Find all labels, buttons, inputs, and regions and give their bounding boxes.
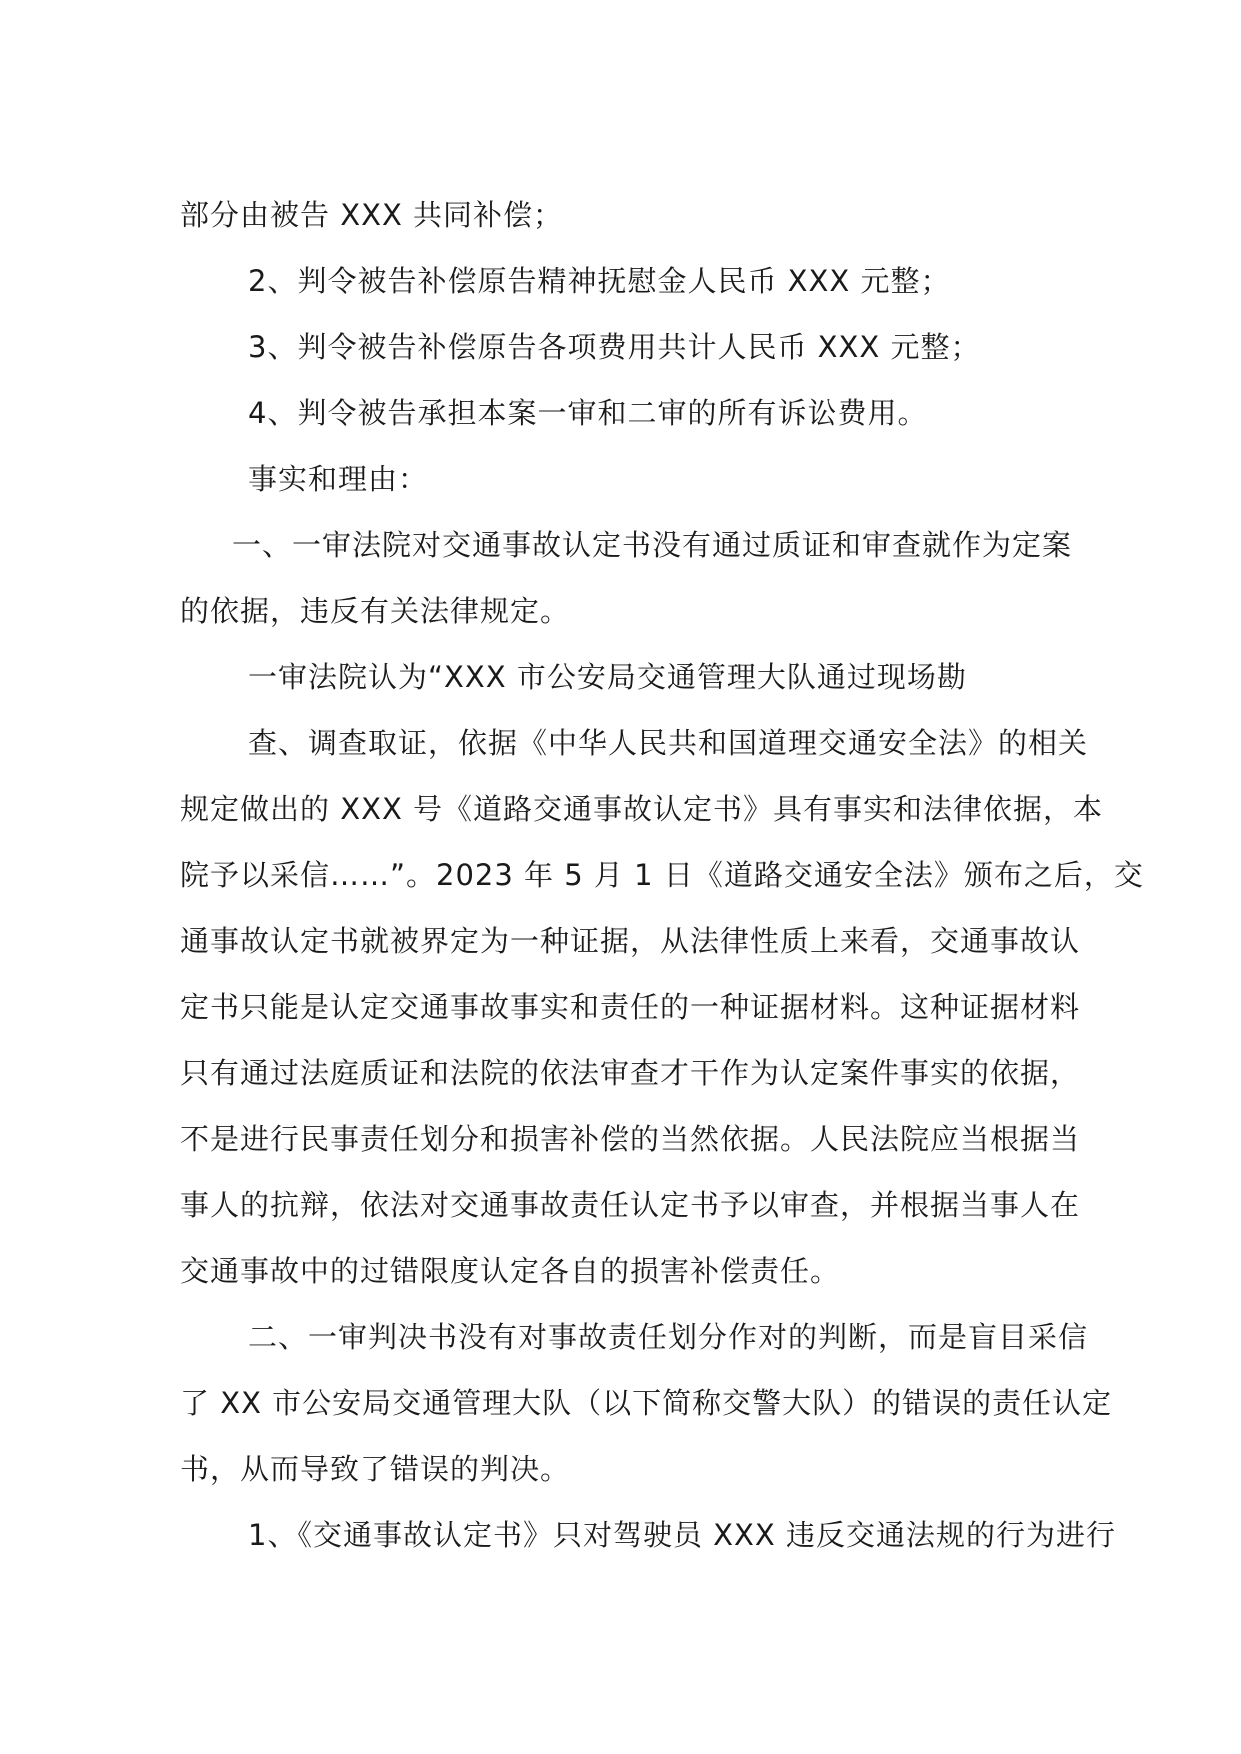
section-heading: 事实和理由： bbox=[248, 462, 429, 496]
text-line: 二、一审判决书没有对事故责任划分作对的判断，而是盲目采信 bbox=[248, 1320, 1089, 1354]
text-line: 交通事故中的过错限度认定各自的损害补偿责任。 bbox=[180, 1254, 841, 1288]
text-line: 1、《交通事故认定书》只对驾驶员 XXX 违反交通法规的行为进行 bbox=[248, 1518, 1116, 1552]
text-line: 院予以采信……”。2023 年 5 月 1 日《道路交通安全法》颁布之后，交 bbox=[180, 858, 1144, 892]
text-line: 一、一审法院对交通事故认定书没有通过质证和审查就作为定案 bbox=[232, 528, 1073, 562]
text-line: 了 XX 市公安局交通管理大队（以下简称交警大队）的错误的责任认定 bbox=[180, 1386, 1113, 1420]
text-line: 事人的抗辩，依法对交通事故责任认定书予以审查，并根据当事人在 bbox=[180, 1188, 1081, 1222]
text-line: 通事故认定书就被界定为一种证据，从法律性质上来看，交通事故认 bbox=[180, 924, 1081, 958]
text-line: 2、判令被告补偿原告精神抚慰金人民币 XXX 元整； bbox=[248, 264, 951, 298]
text-line: 只有通过法庭质证和法院的依法审查才干作为认定案件事实的依据， bbox=[180, 1056, 1081, 1090]
text-line: 不是进行民事责任划分和损害补偿的当然依据。人民法院应当根据当 bbox=[180, 1122, 1081, 1156]
text-line: 3、判令被告补偿原告各项费用共计人民币 XXX 元整； bbox=[248, 330, 981, 364]
text-line: 查、调查取证，依据《中华人民共和国道理交通安全法》的相关 bbox=[248, 726, 1089, 760]
text-line: 的依据，违反有关法律规定。 bbox=[180, 594, 571, 628]
text-line: 一审法院认为“XXX 市公安局交通管理大队通过现场勘 bbox=[248, 660, 967, 694]
text-line: 定书只能是认定交通事故事实和责任的一种证据材料。这种证据材料 bbox=[180, 990, 1081, 1024]
text-line: 4、判令被告承担本案一审和二审的所有诉讼费用。 bbox=[248, 396, 928, 430]
text-line: 书，从而导致了错误的判决。 bbox=[180, 1452, 571, 1486]
document-body bbox=[180, 182, 1144, 1568]
text-line: 规定做出的 XXX 号《道路交通事故认定书》具有事实和法律依据，本 bbox=[180, 792, 1104, 826]
text-line: 部分由被告 XXX 共同补偿； bbox=[180, 198, 564, 232]
